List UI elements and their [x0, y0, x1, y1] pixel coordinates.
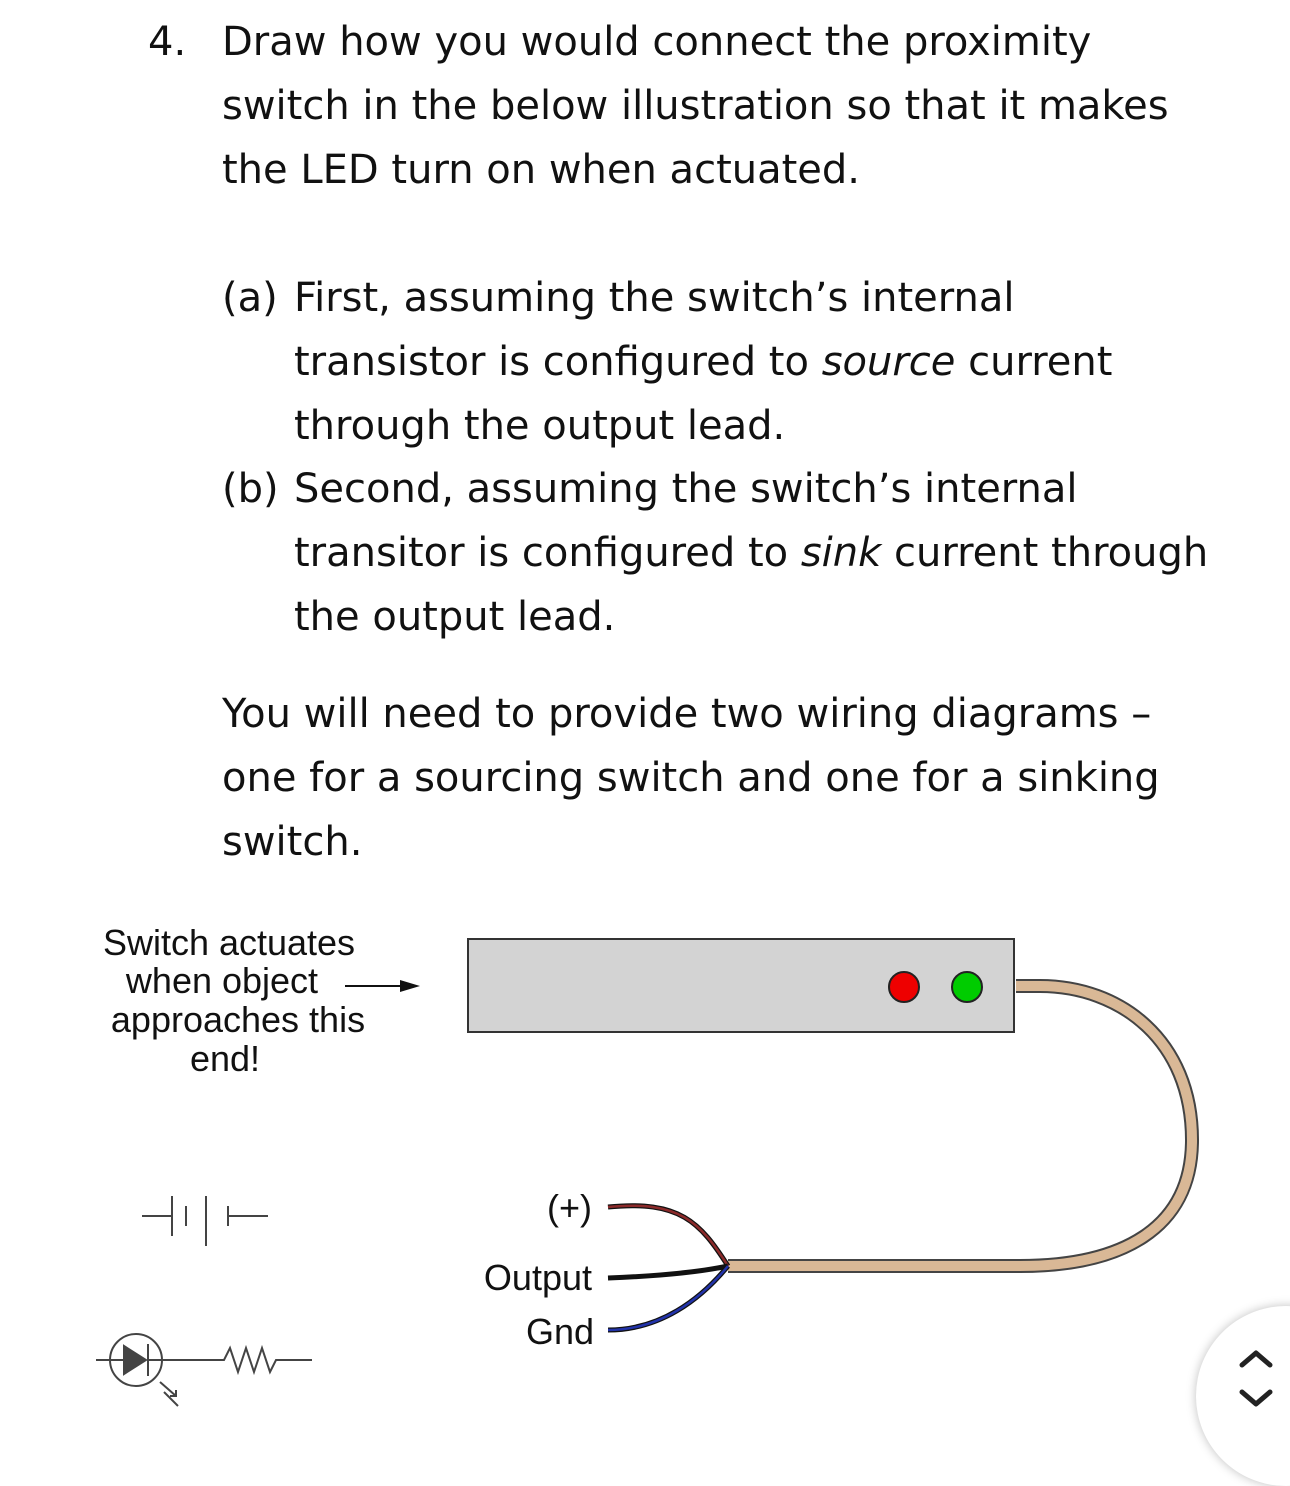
- output-wire: [608, 1266, 728, 1278]
- instructions-note: You will need to provide two wiring diagrams – one for a sourcing switch and one for a sinking switch.: [222, 691, 1160, 865]
- red-led-indicator: [889, 972, 919, 1002]
- item-b-label: (b): [222, 466, 279, 512]
- item-a-emphasis: source: [821, 339, 956, 385]
- question-number: 4.: [148, 19, 187, 65]
- resistor-icon: [212, 1348, 312, 1372]
- output-label: Output: [483, 1257, 592, 1298]
- annotation-line-4: end!: [189, 1038, 261, 1079]
- annotation-line-1: Switch actuates: [102, 922, 356, 963]
- green-led-indicator: [952, 972, 982, 1002]
- annotation-arrow: [345, 980, 420, 992]
- gnd-label: Gnd: [525, 1311, 594, 1352]
- battery-icon: [142, 1196, 268, 1246]
- scroll-up-button[interactable]: [1236, 1343, 1276, 1373]
- item-a-label: (a): [222, 275, 278, 321]
- plus-label: (+): [547, 1187, 592, 1228]
- item-b-text-before: Second, assuming the switch’s internal transitor is configured to: [294, 466, 1078, 576]
- item-b-text-after: current through the output lead.: [294, 530, 1209, 640]
- led-icon: [96, 1334, 212, 1406]
- plus-wire: [608, 1206, 728, 1266]
- chevron-up-icon: [1236, 1343, 1276, 1373]
- item-b-emphasis: sink: [800, 530, 882, 576]
- question-text: Draw how you would connect the proximity switch in the below illustration so that it makes the LED turn on when actuated.: [222, 19, 1169, 193]
- proximity-switch-body: [468, 939, 1014, 1032]
- item-a-text-before: First, assuming the switch’s internal transistor is configured to: [294, 275, 1015, 385]
- annotation-line-3: approaches this: [110, 999, 366, 1040]
- chevron-down-icon: [1236, 1384, 1276, 1414]
- annotation-line-2: when object: [125, 960, 319, 1001]
- plus-wire-color: [608, 1206, 728, 1266]
- scroll-down-button[interactable]: [1236, 1384, 1276, 1414]
- item-a-text-after: current through the output lead.: [294, 339, 1113, 449]
